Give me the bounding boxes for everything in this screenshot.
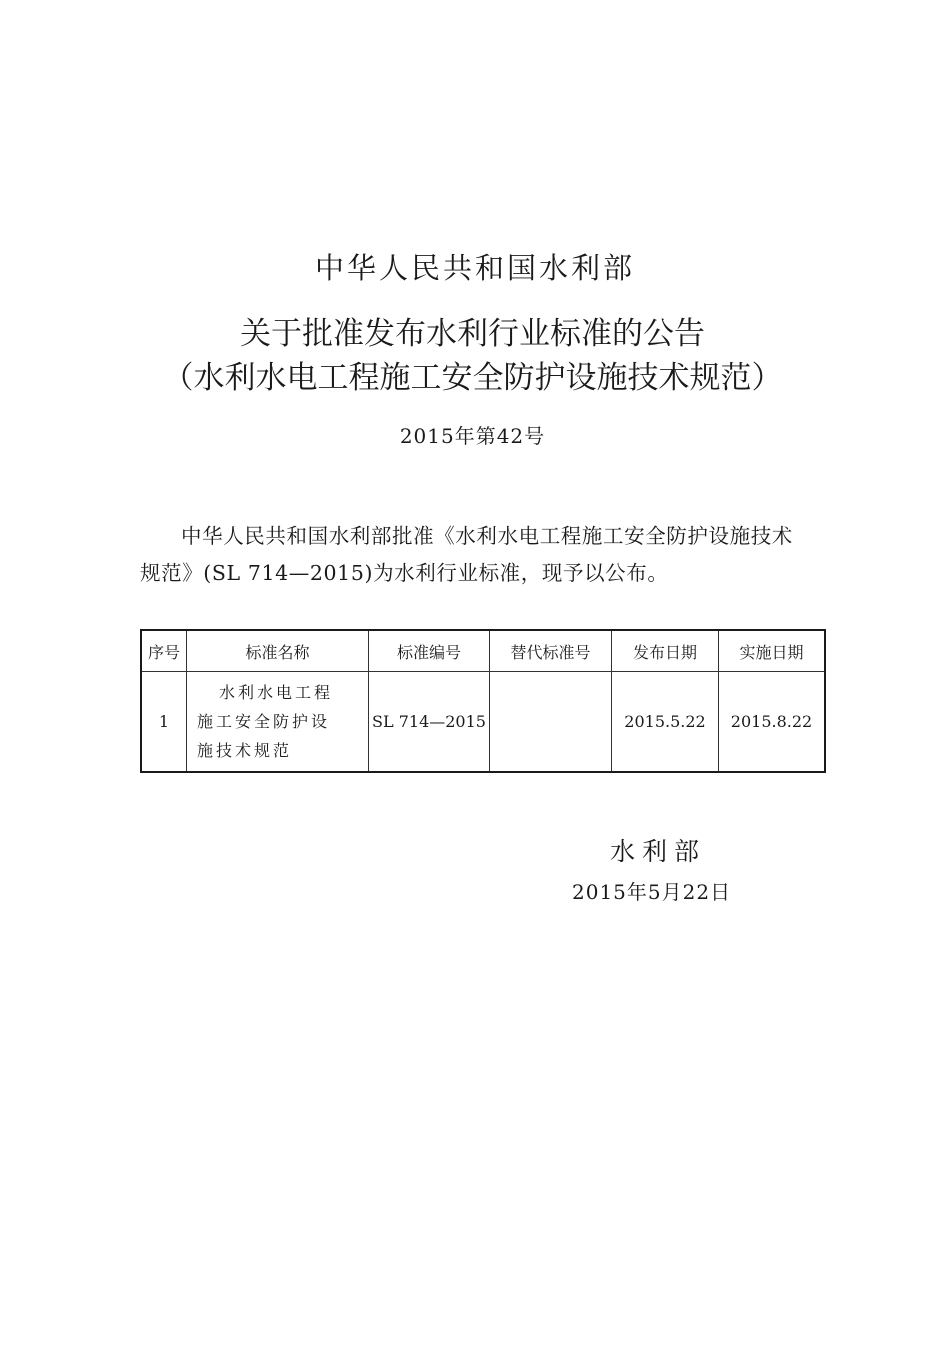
header-effective-date: 实施日期 <box>719 630 826 672</box>
standard-name-line: 施工安全防护设 <box>197 712 331 731</box>
cell-index: 1 <box>141 672 187 773</box>
document-number: 2015年第42号 <box>399 424 546 448</box>
standard-name-line: 水利水电工程 <box>219 683 334 702</box>
cell-standard-code: SL 714—2015 <box>369 672 490 773</box>
cell-publish-date: 2015.5.22 <box>612 672 719 773</box>
header-publish-date: 发布日期 <box>612 630 719 672</box>
issuer-heading: 中华人民共和国水利部 <box>314 251 635 285</box>
signature-organization: 水利部 <box>610 837 707 866</box>
standard-name-line: 施技术规范 <box>197 741 293 760</box>
cell-replaced-code <box>490 672 612 773</box>
cell-effective-date: 2015.8.22 <box>719 672 826 773</box>
header-replaced-code: 替代标准号 <box>490 630 612 672</box>
announcement-body: 中华人民共和国水利部批准《水利水电工程施工安全防护设施技术规范》(SL 714—2015)为水利行业标准，现予以公布。 <box>140 524 793 585</box>
header-index: 序号 <box>141 630 187 672</box>
announcement-title: 关于批准发布水利行业标准的公告 <box>240 316 705 352</box>
cell-standard-name <box>187 672 369 773</box>
header-standard-name: 标准名称 <box>187 630 369 672</box>
signature-date: 2015年5月22日 <box>572 880 732 904</box>
table-row <box>141 672 825 773</box>
announcement-subtitle: （水利水电工程施工安全防护设施技术规范） <box>162 360 783 396</box>
table-header-row <box>141 630 825 672</box>
standards-table <box>140 629 826 773</box>
header-standard-code: 标准编号 <box>369 630 490 672</box>
